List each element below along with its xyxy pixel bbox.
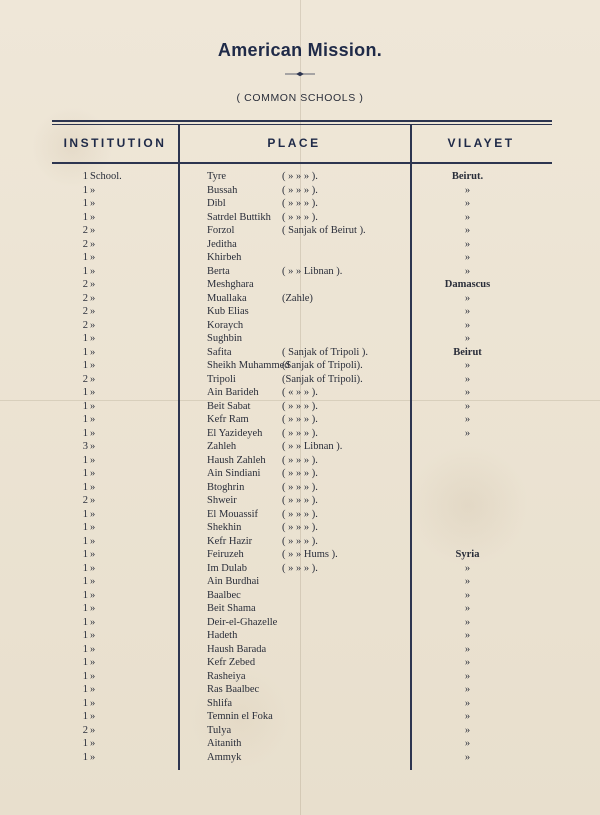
- place-district: ( » » » ).: [282, 508, 318, 520]
- vilayet-name: »: [464, 333, 471, 344]
- vilayet-name: »: [464, 184, 471, 196]
- place-district: ( Sanjak of Beirut ).: [282, 225, 366, 236]
- institution-label: »: [90, 670, 96, 682]
- school-count: 2: [82, 495, 88, 506]
- place-name: Koraych: [207, 319, 244, 331]
- vilayet-name: »: [464, 738, 471, 749]
- place-name: Muallaka: [207, 292, 247, 304]
- school-count: 2: [82, 225, 88, 236]
- school-table-body: [0, 170, 600, 764]
- place-district: ( » » Hums ).: [282, 549, 338, 560]
- table-row: [0, 197, 600, 211]
- institution-label: »: [90, 603, 96, 614]
- table-row: [0, 292, 600, 306]
- place-name: Satrdel Buttikh: [207, 211, 271, 223]
- school-count: 1: [82, 576, 88, 587]
- vilayet-name: »: [464, 630, 471, 641]
- institution-label: »: [90, 333, 96, 344]
- table-row: [0, 521, 600, 535]
- institution-label: School.: [90, 171, 122, 182]
- vilayet-name: »: [464, 643, 471, 655]
- institution-label: »: [90, 522, 96, 533]
- place-name: Khirbeh: [207, 252, 242, 263]
- place-name: Bussah: [207, 184, 238, 196]
- institution-label: »: [90, 468, 96, 479]
- school-count: 2: [82, 306, 88, 317]
- school-count: 1: [82, 427, 88, 439]
- school-count: 1: [82, 454, 88, 466]
- place-name: El Mouassif: [207, 508, 259, 520]
- table-row: [0, 643, 600, 657]
- place-name: Kefr Zebed: [207, 657, 256, 668]
- place-name: Tripoli: [207, 373, 236, 385]
- institution-label: »: [90, 616, 96, 628]
- vilayet-name: »: [464, 697, 471, 709]
- vilayet-name: »: [464, 562, 471, 574]
- institution-label: »: [90, 738, 96, 749]
- place-name: Im Dulab: [207, 562, 247, 574]
- place-district: ( » » » ).: [282, 535, 318, 547]
- place-name: Meshghara: [207, 279, 254, 290]
- table-row: [0, 305, 600, 319]
- vilayet-name: »: [464, 427, 471, 439]
- institution-label: »: [90, 211, 96, 223]
- place-name: Haush Barada: [207, 643, 267, 655]
- table-row: [0, 656, 600, 670]
- page-title: American Mission.: [217, 40, 383, 60]
- place-name: Kefr Hazir: [207, 535, 253, 547]
- place-district: ( » » » ).: [282, 562, 318, 574]
- school-count: 1: [82, 333, 88, 344]
- school-count: 1: [82, 711, 88, 722]
- institution-label: »: [90, 306, 96, 317]
- table-row: [0, 710, 600, 724]
- institution-label: »: [90, 751, 96, 763]
- vilayet-name: »: [464, 589, 471, 601]
- institution-label: »: [90, 589, 96, 601]
- table-row: [0, 265, 600, 279]
- institution-label: »: [90, 198, 96, 209]
- vilayet-name: »: [464, 616, 471, 628]
- table-row: [0, 413, 600, 427]
- place-name: Ain Sindiani: [207, 468, 261, 479]
- institution-label: »: [90, 265, 96, 277]
- table-row: [0, 440, 600, 454]
- place-name: Safita: [207, 346, 232, 358]
- place-district: ( » » » ).: [282, 184, 318, 196]
- vilayet-name: »: [464, 211, 471, 223]
- place-name: Beit Shama: [207, 603, 256, 614]
- table-row: [0, 616, 600, 630]
- table-top-rule-thin: [52, 124, 552, 125]
- school-count: 1: [82, 697, 88, 709]
- institution-label: »: [90, 414, 96, 425]
- school-count: 1: [82, 630, 88, 641]
- vilayet-name: »: [464, 603, 471, 614]
- table-row: [0, 211, 600, 225]
- vilayet-name: »: [464, 724, 471, 736]
- institution-label: »: [90, 630, 96, 641]
- table-row: [0, 724, 600, 738]
- place-district: ( » » » ).: [282, 171, 318, 182]
- school-count: 1: [82, 738, 88, 749]
- place-name: Dibl: [207, 198, 226, 209]
- place-district: ( » » » ).: [282, 427, 318, 439]
- institution-label: »: [90, 684, 96, 695]
- place-name: Beit Sabat: [207, 400, 251, 412]
- school-count: 1: [82, 211, 88, 223]
- ornament-icon: [285, 71, 315, 77]
- vilayet-name: »: [464, 670, 471, 682]
- table-row: [0, 346, 600, 360]
- place-name: Ain Burdhai: [207, 576, 260, 587]
- vilayet-name: »: [464, 319, 471, 331]
- school-count: 1: [82, 589, 88, 601]
- vilayet-name: »: [464, 292, 471, 304]
- table-row: [0, 670, 600, 684]
- place-name: Ras Baalbec: [207, 684, 260, 695]
- place-name: Shweir: [207, 495, 237, 506]
- vilayet-name: Syria: [455, 549, 480, 560]
- school-count: 2: [82, 279, 88, 290]
- place-name: Deir-el-Ghazelle: [207, 616, 278, 628]
- school-count: 1: [82, 171, 88, 182]
- column-header-vilayet: VILAYET: [447, 136, 515, 150]
- institution-label: »: [90, 535, 96, 547]
- vilayet-name: »: [464, 360, 471, 371]
- vilayet-name: »: [464, 306, 471, 317]
- place-name: Zahleh: [207, 441, 237, 452]
- place-name: Haush Zahleh: [207, 454, 266, 466]
- place-district: ( » » » ).: [282, 522, 318, 533]
- place-name: Baalbec: [207, 589, 241, 601]
- institution-label: »: [90, 697, 96, 709]
- institution-label: »: [90, 225, 96, 236]
- place-district: ( Sanjak of Tripoli ).: [282, 346, 369, 358]
- institution-label: »: [90, 238, 96, 250]
- table-row: [0, 737, 600, 751]
- column-header-place: PLACE: [267, 136, 321, 150]
- place-name: Sheikh Muhammed: [207, 360, 290, 371]
- table-row: [0, 494, 600, 508]
- vilayet-name: »: [464, 387, 471, 398]
- table-row: [0, 562, 600, 576]
- place-name: Shekhin: [207, 522, 242, 533]
- institution-label: »: [90, 346, 96, 358]
- place-district: ( » » » ).: [282, 198, 318, 209]
- school-count: 2: [82, 292, 88, 304]
- page-subtitle: ( COMMON SCHOOLS ): [236, 92, 364, 104]
- place-district: ( « » » ).: [282, 387, 318, 398]
- table-row: [0, 481, 600, 495]
- institution-label: »: [90, 657, 96, 668]
- school-count: 1: [82, 198, 88, 209]
- school-count: 1: [82, 522, 88, 533]
- institution-label: »: [90, 576, 96, 587]
- vilayet-name: »: [464, 198, 471, 209]
- table-row: [0, 454, 600, 468]
- table-row: [0, 467, 600, 481]
- vilayet-name: »: [464, 225, 471, 236]
- place-name: Tyre: [207, 171, 227, 182]
- school-count: 1: [82, 400, 88, 412]
- place-name: Ammyk: [207, 751, 242, 763]
- table-row: [0, 697, 600, 711]
- place-name: Btoghrin: [207, 481, 245, 493]
- table-row: [0, 251, 600, 265]
- school-count: 1: [82, 414, 88, 425]
- school-count: 1: [82, 616, 88, 628]
- institution-label: »: [90, 292, 96, 304]
- place-district: (Sanjak of Tripoli).: [282, 373, 363, 385]
- table-row: [0, 359, 600, 373]
- vilayet-name: »: [464, 684, 471, 695]
- school-count: 2: [82, 319, 88, 331]
- school-count: 1: [82, 481, 88, 493]
- institution-label: »: [90, 373, 96, 385]
- institution-label: »: [90, 549, 96, 560]
- table-row: [0, 535, 600, 549]
- place-district: ( » » Libnan ).: [282, 265, 343, 277]
- table-row: [0, 629, 600, 643]
- place-district: ( » » » ).: [282, 400, 318, 412]
- school-count: 2: [82, 724, 88, 736]
- school-count: 1: [82, 346, 88, 358]
- place-district: ( » » » ).: [282, 468, 318, 479]
- place-name: Ain Barideh: [207, 387, 259, 398]
- school-count: 1: [82, 265, 88, 277]
- table-row: [0, 751, 600, 765]
- place-name: Kub Elias: [207, 306, 249, 317]
- institution-label: »: [90, 400, 96, 412]
- institution-label: »: [90, 279, 96, 290]
- vilayet-name: »: [464, 252, 471, 263]
- table-row: [0, 575, 600, 589]
- school-count: 1: [82, 657, 88, 668]
- institution-label: »: [90, 252, 96, 263]
- column-header-institution: INSTITUTION: [63, 136, 167, 150]
- table-row: [0, 170, 600, 184]
- institution-label: »: [90, 495, 96, 506]
- institution-label: »: [90, 508, 96, 520]
- place-name: Forzol: [207, 225, 235, 236]
- place-district: ( » » Libnan ).: [282, 441, 343, 452]
- institution-label: »: [90, 387, 96, 398]
- school-count: 1: [82, 643, 88, 655]
- table-row: [0, 373, 600, 387]
- place-district: ( » » » ).: [282, 211, 318, 223]
- place-name: Berta: [207, 265, 230, 277]
- school-count: 1: [82, 751, 88, 763]
- place-district: ( » » » ).: [282, 414, 318, 425]
- vilayet-name: »: [464, 751, 471, 763]
- school-count: 1: [82, 184, 88, 196]
- institution-label: »: [90, 562, 96, 574]
- table-row: [0, 332, 600, 346]
- school-count: 1: [82, 252, 88, 263]
- place-district: (Sanjak of Tripoli).: [282, 360, 363, 371]
- school-count: 1: [82, 508, 88, 520]
- table-row: [0, 683, 600, 697]
- institution-label: »: [90, 427, 96, 439]
- place-name: Feiruzeh: [207, 549, 244, 560]
- table-row: [0, 548, 600, 562]
- place-name: Kefr Ram: [207, 414, 249, 425]
- institution-label: »: [90, 441, 96, 452]
- place-name: Jeditha: [207, 238, 237, 250]
- place-name: Rasheiya: [207, 670, 246, 682]
- table-row: [0, 386, 600, 400]
- vilayet-name: »: [464, 400, 471, 412]
- table-row: [0, 427, 600, 441]
- table-row: [0, 602, 600, 616]
- table-row: [0, 589, 600, 603]
- table-row: [0, 508, 600, 522]
- school-count: 1: [82, 670, 88, 682]
- place-district: ( » » » ).: [282, 481, 318, 493]
- school-count: 1: [82, 387, 88, 398]
- vilayet-name: Damascus: [444, 279, 491, 290]
- school-count: 1: [82, 549, 88, 560]
- school-count: 1: [82, 562, 88, 574]
- place-district: ( » » » ).: [282, 454, 318, 466]
- place-name: Hadeth: [207, 630, 238, 641]
- table-top-rule: [52, 120, 552, 122]
- header-bottom-rule: [52, 162, 552, 164]
- table-row: [0, 400, 600, 414]
- place-district: ( » » » ).: [282, 495, 318, 506]
- vilayet-name: Beirut.: [451, 171, 484, 182]
- place-name: Aitanith: [207, 738, 242, 749]
- vilayet-name: Beirut: [453, 346, 482, 358]
- institution-label: »: [90, 360, 96, 371]
- vilayet-name: »: [464, 238, 471, 250]
- vilayet-name: »: [464, 576, 471, 587]
- place-district: (Zahle): [282, 292, 313, 304]
- place-name: El Yazideyeh: [207, 427, 263, 439]
- place-name: Temnin el Foka: [207, 711, 273, 722]
- vilayet-name: »: [464, 711, 471, 722]
- vilayet-name: »: [464, 265, 471, 277]
- school-count: 1: [82, 684, 88, 695]
- table-row: [0, 184, 600, 198]
- school-count: 1: [82, 603, 88, 614]
- vilayet-name: »: [464, 414, 471, 425]
- place-name: Tulya: [207, 724, 232, 736]
- place-name: Shlifa: [207, 697, 233, 709]
- vilayet-name: »: [464, 373, 471, 385]
- institution-label: »: [90, 724, 96, 736]
- school-count: 1: [82, 468, 88, 479]
- school-count: 3: [82, 441, 88, 452]
- vilayet-name: »: [464, 657, 471, 668]
- place-name: Sughbin: [207, 333, 243, 344]
- institution-label: »: [90, 711, 96, 722]
- institution-label: »: [90, 643, 96, 655]
- institution-label: »: [90, 454, 96, 466]
- institution-label: »: [90, 481, 96, 493]
- table-row: [0, 238, 600, 252]
- table-row: [0, 224, 600, 238]
- school-count: 1: [82, 360, 88, 371]
- school-count: 2: [82, 238, 88, 250]
- table-row: [0, 278, 600, 292]
- school-count: 2: [82, 373, 88, 385]
- institution-label: »: [90, 184, 96, 196]
- school-count: 1: [82, 535, 88, 547]
- table-row: [0, 319, 600, 333]
- institution-label: »: [90, 319, 96, 331]
